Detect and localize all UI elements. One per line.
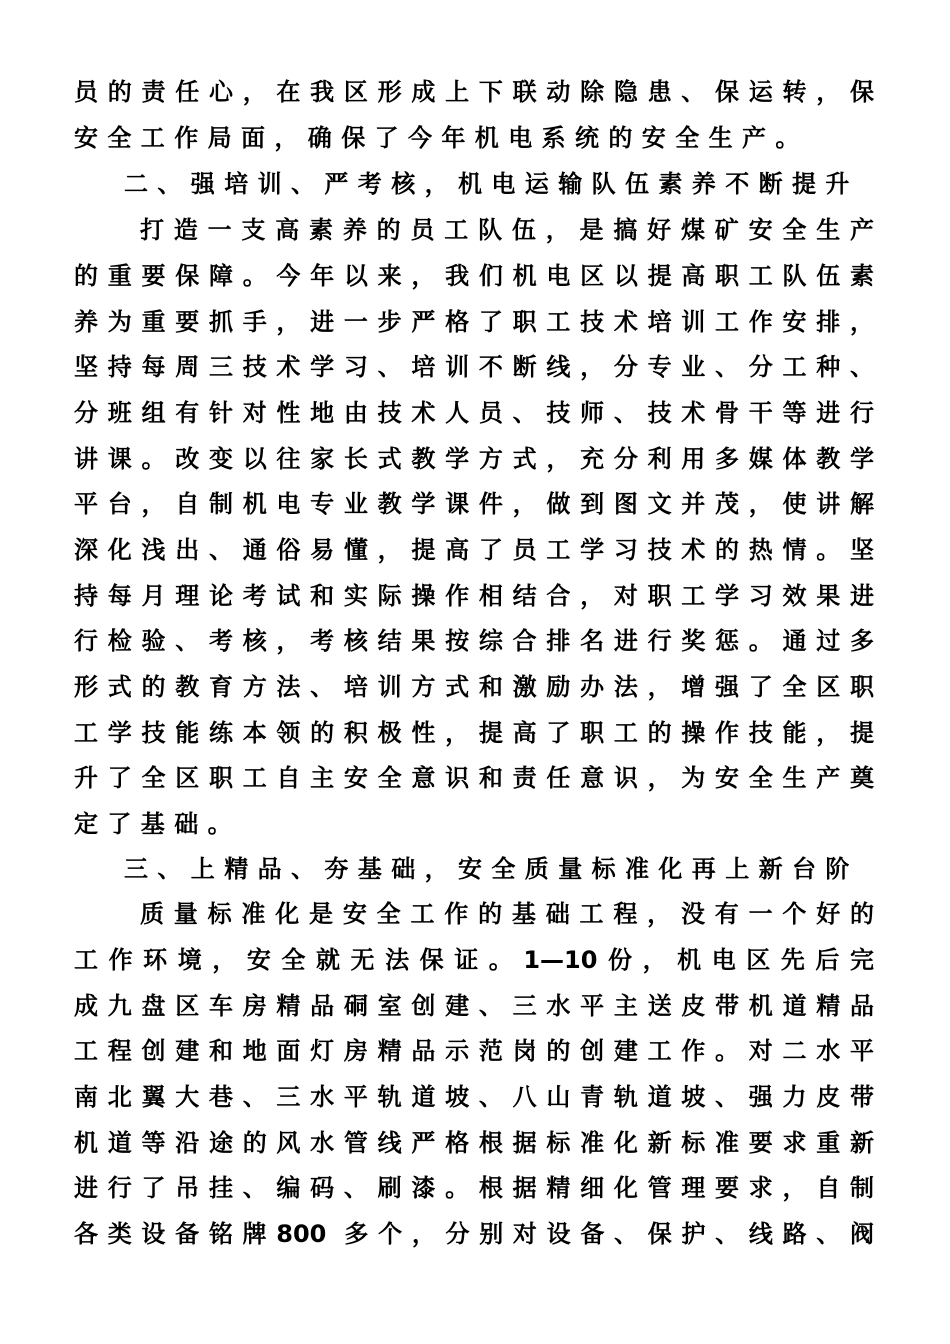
body-text-line: 南北翼大巷、三水平轨道坡、八山青轨道坡、强力皮带 (74, 1083, 874, 1111)
paragraph-first-line: 质量标准化是安全工作的基础工程，没有一个好的 (140, 900, 874, 928)
body-text-line: 工程创建和地面灯房精品示范岗的创建工作。对二水平 (74, 1037, 874, 1065)
body-text-line: 各类设备铭牌800 多个，分别对设备、保护、线路、阀 (74, 1220, 874, 1248)
body-text-line: 员的责任心，在我区形成上下联动除隐患、保运转，保 (74, 78, 874, 106)
body-text-line: 进行了吊挂、编码、刷漆。根据精细化管理要求，自制 (74, 1174, 874, 1202)
section-heading-2: 二、强培训、严考核，机电运输队伍素养不断提升 (124, 170, 859, 198)
section-heading-3: 三、上精品、夯基础，安全质量标准化再上新台阶 (124, 855, 859, 883)
body-text-line: 成九盘区车房精品硐室创建、三水平主送皮带机道精品 (74, 992, 874, 1020)
body-text-line: 分班组有针对性地由技术人员、技师、技术骨干等进行 (74, 399, 874, 427)
body-text-line: 安全工作局面，确保了今年机电系统的安全生产。 (74, 124, 809, 152)
body-text-line: 升了全区职工自主安全意识和责任意识，为安全生产奠 (74, 764, 874, 792)
body-text-line: 平台，自制机电专业教学课件，做到图文并茂，使讲解 (74, 490, 874, 518)
body-text-line: 养为重要抓手，进一步严格了职工技术培训工作安排， (74, 308, 874, 336)
body-text-line: 深化浅出、通俗易懂，提高了员工学习技术的热情。坚 (74, 536, 874, 564)
body-text-line: 的重要保障。今年以来，我们机电区以提高职工队伍素 (74, 262, 874, 290)
body-text-line: 机道等沿途的风水管线严格根据标准化新标准要求重新 (74, 1129, 874, 1157)
body-text-line: 坚持每周三技术学习、培训不断线，分专业、分工种、 (74, 353, 874, 381)
paragraph-first-line: 打造一支高素养的员工队伍，是搞好煤矿安全生产 (140, 216, 874, 244)
body-text-line: 定了基础。 (74, 810, 241, 838)
body-text-line: 讲课。改变以往家长式教学方式，充分利用多媒体教学 (74, 445, 874, 473)
body-text-line: 工学技能练本领的积极性，提高了职工的操作技能，提 (74, 719, 874, 747)
body-text-line: 工作环境，安全就无法保证。1—10份，机电区先后完 (74, 946, 874, 974)
body-text-line: 行检验、考核，考核结果按综合排名进行奖惩。通过多 (74, 627, 874, 655)
body-text-line: 形式的教育方法、培训方式和激励办法，增强了全区职 (74, 673, 874, 701)
body-text-line: 持每月理论考试和实际操作相结合，对职工学习效果进 (74, 582, 874, 610)
